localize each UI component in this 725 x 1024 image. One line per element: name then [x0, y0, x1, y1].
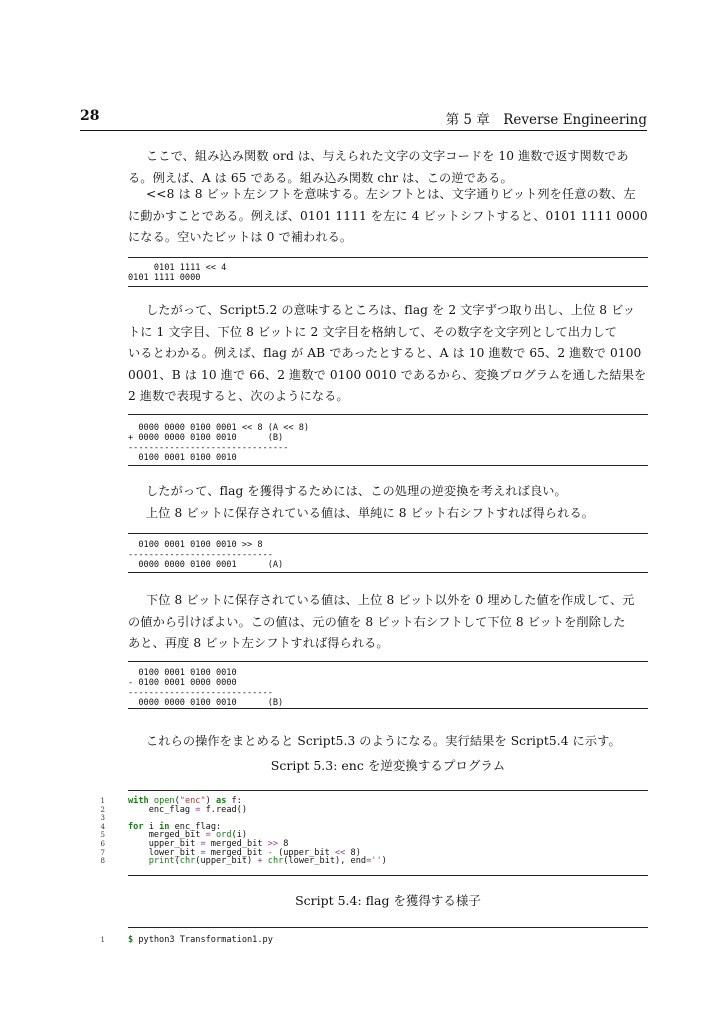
- text-line: ここで、組み込み関数 ord は、与えられた文字の文字コードを 10 進数で返す関数であ: [146, 149, 629, 163]
- code-line: 0000 0000 0100 0001 (A): [128, 560, 284, 570]
- code-block-shift-example: [128, 257, 648, 287]
- paragraph-lower-bits: [146, 590, 651, 612]
- line-number: 8: [100, 857, 105, 866]
- code-block-subtract-example: [128, 661, 648, 709]
- line-number: 7: [100, 848, 105, 857]
- code-block-right-shift-example: [128, 533, 648, 573]
- code-line: -------------------------------: [128, 443, 289, 453]
- page-number: 28: [80, 108, 100, 124]
- command-text: python3 Transformation1.py: [133, 935, 273, 945]
- code-line: 0100 0001 0100 0010 >> 8: [128, 540, 263, 550]
- paragraph-ord-description: [146, 146, 651, 168]
- code-text: with open("enc") as f:: [128, 796, 242, 806]
- code-line: 0000 0000 0100 0010 (B): [128, 698, 284, 708]
- text-line: 2 進数で表現すると、次のようになる。: [128, 389, 349, 403]
- code-text: merged_bit = ord(i): [128, 830, 248, 841]
- text-line: したがって、flag を獲得するためには、この処理の逆変換を考えれば良い。: [146, 484, 567, 498]
- paragraph-script52-meaning: [146, 300, 651, 322]
- code-line: + 0000 0000 0100 0010 (B): [128, 433, 284, 443]
- text-line: 上位 8 ビットに保存されている値は、単純に 8 ビット右シフトすれば得られる。: [146, 505, 595, 520]
- paragraph-left-shift-cont: [128, 206, 648, 249]
- text-line: の値から引けばよい。この値は、元の値を 8 ビット右シフトして下位 8 ビットを削除した: [128, 614, 626, 629]
- code-line: 0100 0001 0100 0010: [128, 453, 237, 463]
- code-listing-script-5-4: [100, 927, 648, 951]
- line-number: 1: [100, 936, 105, 944]
- text-line: これらの操作をまとめると Script5.3 のようになる。実行結果を Script5.4 に示す。: [146, 734, 621, 748]
- code-text: enc_flag = f.read(): [128, 804, 248, 815]
- code-block-combine-example: [128, 414, 648, 466]
- line-number: 4: [100, 822, 105, 831]
- text-line: になる。空いたビットは 0 で補われる。: [128, 230, 353, 244]
- code-text: upper_bit = merged_bit >> 8: [128, 838, 289, 849]
- text-line: あと、再度 8 ビット左シフトすれば得られる。: [128, 636, 389, 650]
- line-number: 6: [100, 839, 105, 848]
- text-line: したがって、Script5.2 の意味するところは、flag を 2 文字ずつ取り出し、上位 8 ビッ: [146, 303, 636, 317]
- code-line: ----------------------------: [128, 688, 273, 698]
- line-number: 3: [100, 814, 105, 823]
- code-line: 0000 0000 0100 0001 << 8 (A << 8): [128, 423, 310, 433]
- line-number: 2: [100, 805, 105, 814]
- code-line: 0100 0001 0100 0010: [128, 668, 237, 678]
- line-number: 1: [100, 797, 105, 805]
- code-text: lower_bit = merged_bit - (upper_bit << 8): [128, 847, 361, 858]
- line-number: 5: [100, 831, 105, 840]
- paragraph-lower-bits-cont: [128, 612, 648, 655]
- chapter-title: 第 5 章 Reverse Engineering: [445, 112, 647, 128]
- text-line: いるとわかる。例えば、flag が AB であったとすると、A は 10 進数で 65、2 進数で 0100: [128, 346, 642, 360]
- code-line: [100, 935, 648, 945]
- text-line: に動かすことである。例えば、0101 1111 を左に 4 ビットシフトすると、0101 1111 0000: [128, 208, 648, 223]
- caption-script-5-3: Script 5.3: enc を逆変換するプログラム: [270, 758, 506, 773]
- code-line: [100, 804, 648, 815]
- paragraph-left-shift: [146, 184, 651, 206]
- code-line: ----------------------------: [128, 550, 273, 560]
- code-listing-script-5-3: [100, 790, 648, 876]
- running-head: [80, 108, 647, 131]
- text-line: <<8 は 8 ビット左シフトを意味する。左シフトとは、文字通りビット列を任意の数、左: [146, 187, 636, 201]
- caption-script-5-4: Script 5.4: flag を獲得する様子: [295, 893, 481, 908]
- code-line: - 0100 0001 0000 0000: [128, 678, 237, 688]
- code-text: for i in enc_flag:: [128, 821, 222, 832]
- text-line: トに 1 文字目、下位 8 ビットに 2 文字目を格納して、その数字を文字列として出力して: [128, 324, 618, 339]
- code-line: [100, 856, 648, 867]
- shell-prompt: $: [128, 935, 134, 945]
- text-line: る。例えば、A は 65 である。組み込み関数 chr は、この逆である。: [128, 170, 513, 185]
- paragraph-script52-meaning-cont: [128, 322, 648, 408]
- code-text: print(chr(upper_bit) + chr(lower_bit), end=''): [148, 856, 387, 867]
- text-line: 下位 8 ビットに保存されている値は、上位 8 ビット以外を 0 埋めした値を作成して、元: [146, 593, 635, 607]
- code-line: 0101 1111 0000: [128, 273, 201, 283]
- code-line: 0101 1111 << 4: [128, 263, 227, 273]
- paragraph-inverse-transform: [146, 481, 651, 524]
- paragraph-summary: [146, 731, 651, 753]
- text-line: 0001、B は 10 進で 66、2 進数で 0100 0010 であるから、変換プログラムを通した結果を: [128, 367, 647, 382]
